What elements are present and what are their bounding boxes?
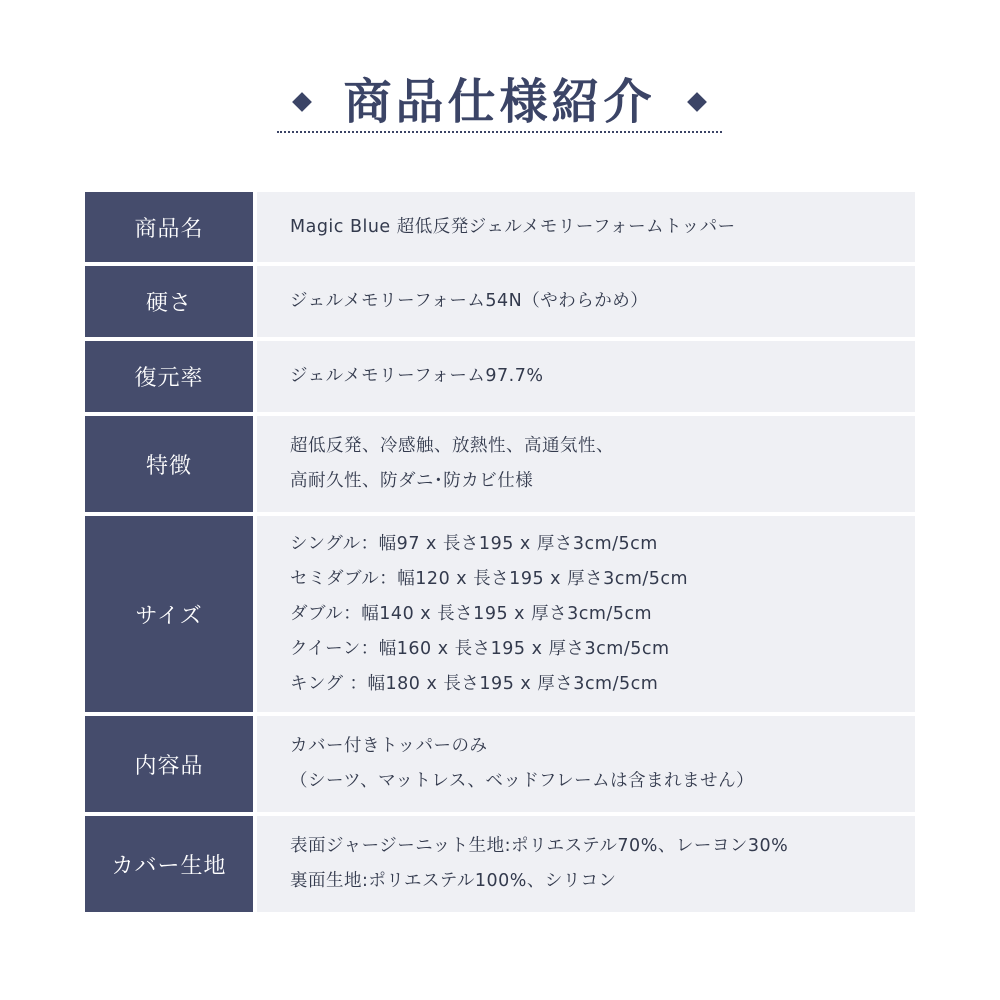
spec-label: 硬さ xyxy=(85,266,253,337)
spec-value-line: ダブル：幅140 x 長さ195 x 厚さ3cm/5cm xyxy=(290,603,653,624)
spec-value-line: セミダブル：幅120 x 長さ195 x 厚さ3cm/5cm xyxy=(290,568,689,589)
spec-value xyxy=(257,341,915,412)
spec-row-contents xyxy=(85,716,915,812)
spec-row-size xyxy=(85,516,915,712)
spec-value-line: 高耐久性、防ダニ･防カビ仕様 xyxy=(290,471,534,491)
spec-value-line: シングル：幅97 x 長さ195 x 厚さ3cm/5cm xyxy=(290,533,658,554)
spec-row-cover-fabric xyxy=(85,816,915,912)
spec-row-recovery-rate xyxy=(85,341,915,412)
spec-value-line: 裏面生地:ポリエステル100%、シリコン xyxy=(290,871,617,891)
spec-value-line: ジェルメモリーフォーム54N（やわらかめ） xyxy=(290,291,649,311)
spec-value xyxy=(257,716,915,812)
spec-row-features xyxy=(85,416,915,512)
spec-value-line: カバー付きトッパーのみ xyxy=(290,736,488,756)
spec-value-line: ジェルメモリーフォーム97.7% xyxy=(290,366,544,386)
spec-label: 内容品 xyxy=(85,716,253,812)
spec-value xyxy=(257,192,915,262)
spec-value-line: クイーン：幅160 x 長さ195 x 厚さ3cm/5cm xyxy=(290,638,670,659)
spec-label: カバー生地 xyxy=(85,816,253,912)
spec-value-line: 表面ジャージーニット生地:ポリエステル70%、レーヨン30% xyxy=(290,836,789,856)
spec-label: 商品名 xyxy=(85,192,253,262)
page-title: 商品仕様紹介 xyxy=(343,74,656,130)
spec-label: 特徴 xyxy=(85,416,253,512)
spec-row-hardness xyxy=(85,266,915,337)
spec-value xyxy=(257,266,915,337)
spec-label: 復元率 xyxy=(85,341,253,412)
spec-value xyxy=(257,416,915,512)
spec-value-line: （シーツ、マットレス、ベッドフレームは含まれません） xyxy=(290,771,755,791)
spec-value-line: Magic Blue 超低反発ジェルメモリーフォームトッパー xyxy=(290,216,736,237)
diamond-right-icon xyxy=(687,92,707,112)
spec-label: サイズ xyxy=(85,516,253,712)
diamond-left-icon xyxy=(293,92,313,112)
spec-table xyxy=(85,192,915,916)
title-dotted-divider xyxy=(277,131,722,133)
spec-value-line: 超低反発、冷感触、放熱性、高通気性、 xyxy=(290,436,614,456)
section-header xyxy=(277,68,722,136)
spec-value xyxy=(257,816,915,912)
spec-value-line: キング ：幅180 x 長さ195 x 厚さ3cm/5cm xyxy=(290,673,659,694)
spec-row-product-name xyxy=(85,192,915,262)
spec-value xyxy=(257,516,915,712)
